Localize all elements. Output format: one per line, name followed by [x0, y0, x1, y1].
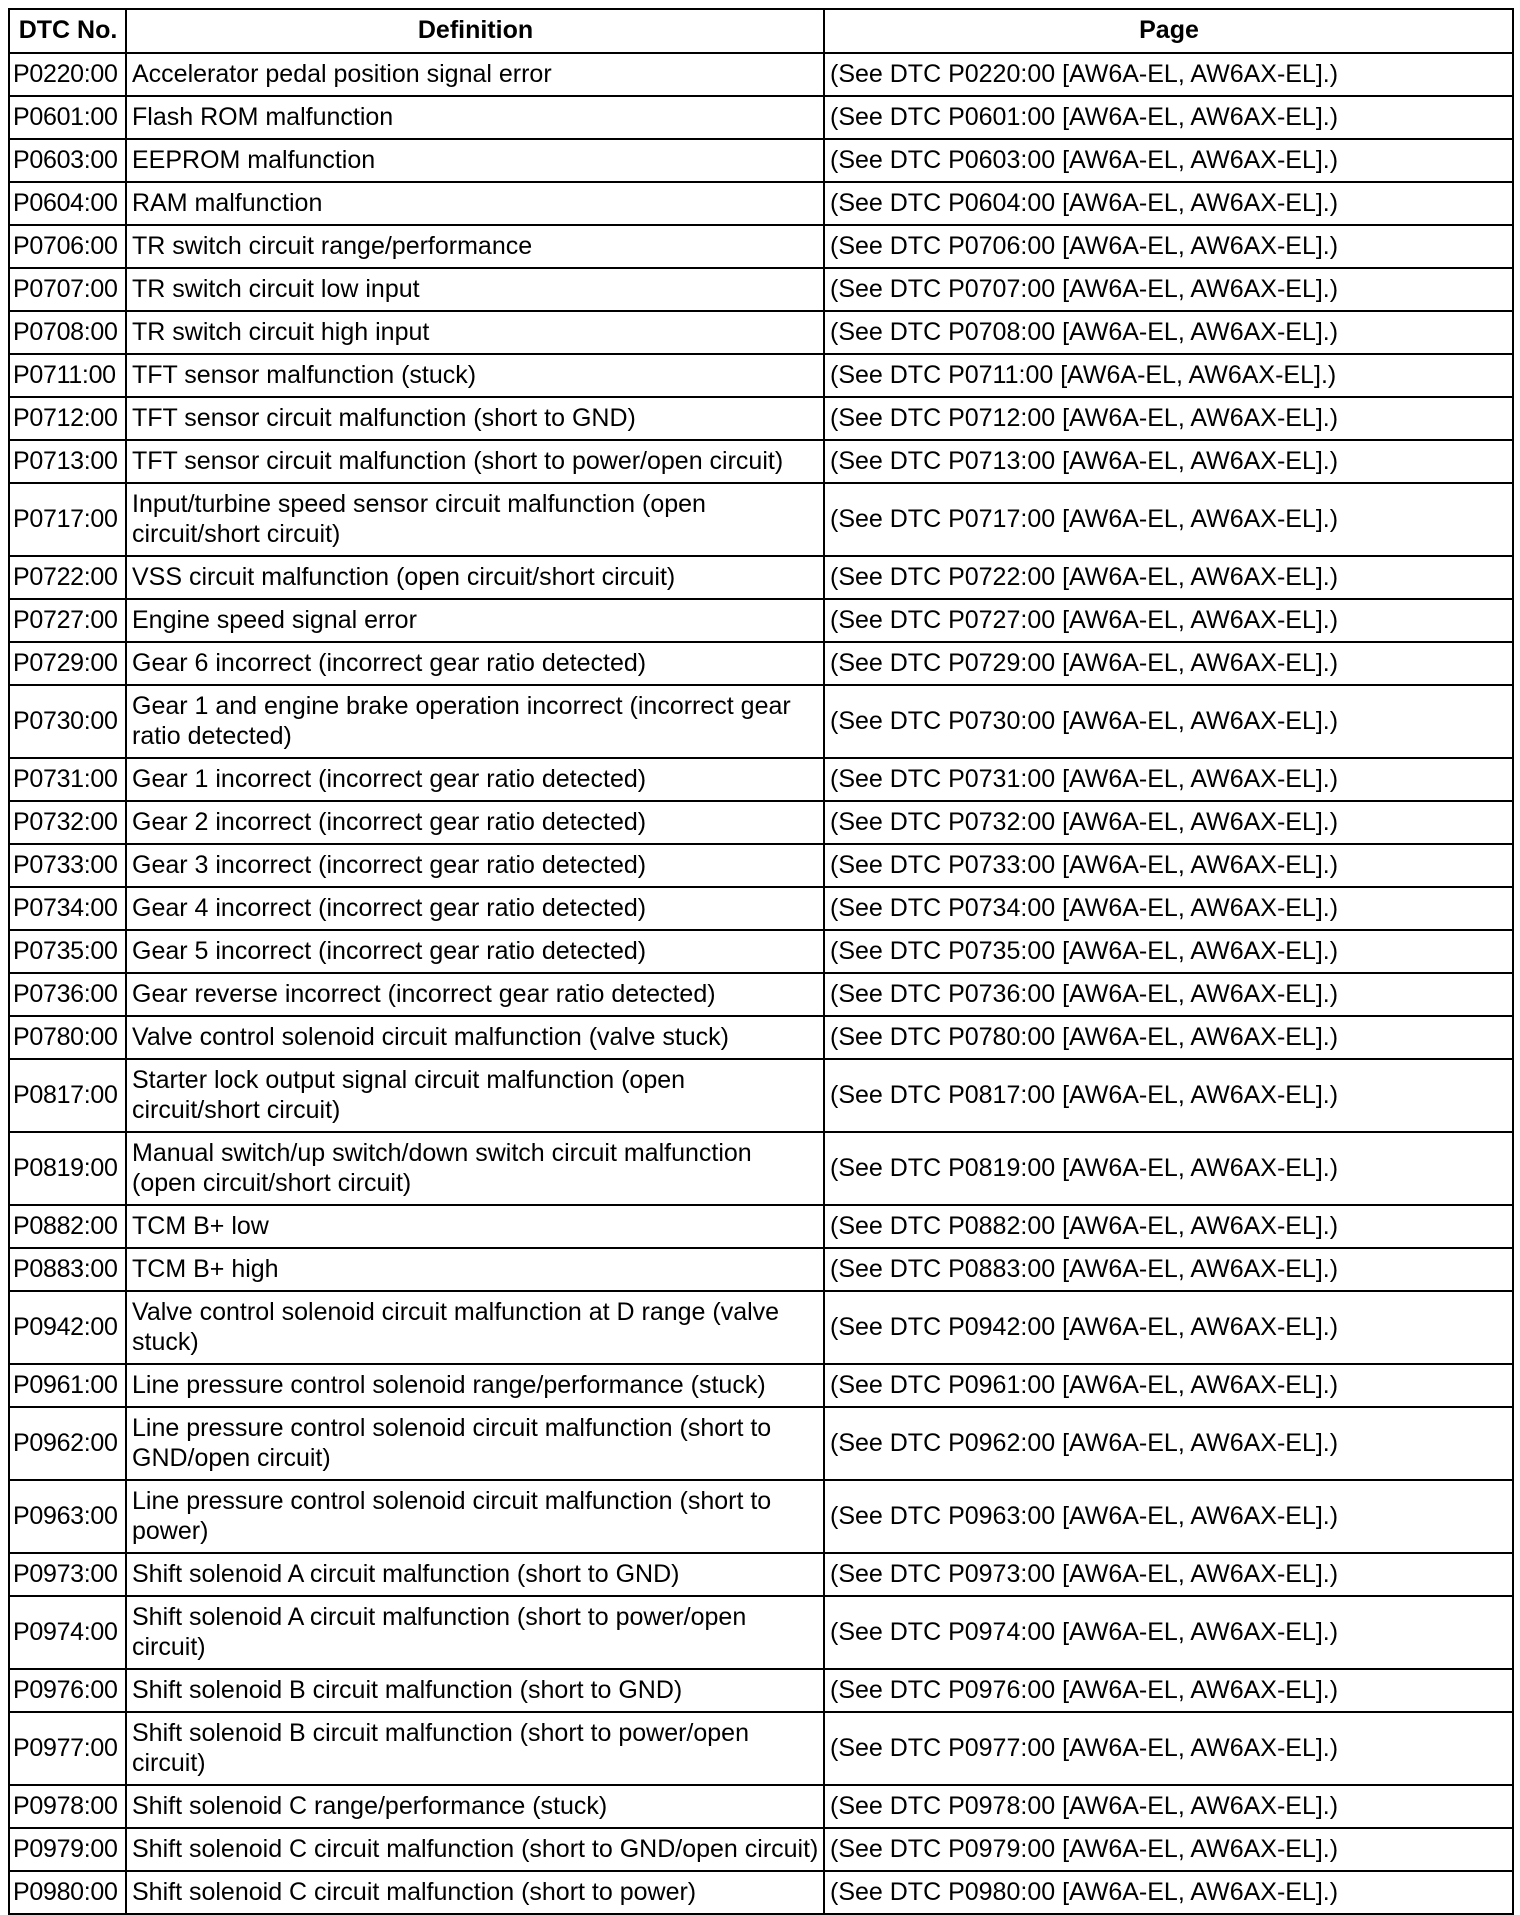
dtc-table: [8, 8, 1514, 1915]
table-body: [9, 53, 1513, 1914]
dtc-code-cell: P0976:00: [9, 1669, 126, 1712]
table-row: [9, 973, 1513, 1016]
definition-cell: Manual switch/up switch/down switch circuit malfunction (open circuit/short circuit): [126, 1132, 824, 1205]
table-row: [9, 182, 1513, 225]
dtc-code-cell: P0722:00: [9, 556, 126, 599]
definition-cell: Shift solenoid B circuit malfunction (short to GND): [126, 1669, 824, 1712]
dtc-code-cell: P0962:00: [9, 1407, 126, 1480]
definition-cell: Line pressure control solenoid circuit malfunction (short to GND/open circuit): [126, 1407, 824, 1480]
table-row: [9, 844, 1513, 887]
dtc-code-cell: P0817:00: [9, 1059, 126, 1132]
page-reference-link[interactable]: (See DTC P0713:00 [AW6A-EL, AW6AX-EL].): [824, 440, 1513, 483]
table-row: [9, 1291, 1513, 1364]
dtc-code-cell: P0961:00: [9, 1364, 126, 1407]
page-reference-link[interactable]: (See DTC P0735:00 [AW6A-EL, AW6AX-EL].): [824, 930, 1513, 973]
definition-cell: VSS circuit malfunction (open circuit/short circuit): [126, 556, 824, 599]
dtc-code-cell: P0713:00: [9, 440, 126, 483]
page-reference-link[interactable]: (See DTC P0976:00 [AW6A-EL, AW6AX-EL].): [824, 1669, 1513, 1712]
dtc-code-cell: P0734:00: [9, 887, 126, 930]
dtc-code-cell: P0736:00: [9, 973, 126, 1016]
header-dtc-no: DTC No.: [9, 9, 126, 53]
page-reference-link[interactable]: (See DTC P0819:00 [AW6A-EL, AW6AX-EL].): [824, 1132, 1513, 1205]
dtc-code-cell: P0707:00: [9, 268, 126, 311]
page-reference-link[interactable]: (See DTC P0733:00 [AW6A-EL, AW6AX-EL].): [824, 844, 1513, 887]
definition-cell: Shift solenoid A circuit malfunction (short to power/open circuit): [126, 1596, 824, 1669]
page-reference-link[interactable]: (See DTC P0780:00 [AW6A-EL, AW6AX-EL].): [824, 1016, 1513, 1059]
page-reference-link[interactable]: (See DTC P0977:00 [AW6A-EL, AW6AX-EL].): [824, 1712, 1513, 1785]
definition-cell: Engine speed signal error: [126, 599, 824, 642]
table-row: [9, 96, 1513, 139]
page-reference-link[interactable]: (See DTC P0736:00 [AW6A-EL, AW6AX-EL].): [824, 973, 1513, 1016]
dtc-code-cell: P0730:00: [9, 685, 126, 758]
definition-cell: EEPROM malfunction: [126, 139, 824, 182]
definition-cell: Input/turbine speed sensor circuit malfunction (open circuit/short circuit): [126, 483, 824, 556]
table-row: [9, 642, 1513, 685]
page-reference-link[interactable]: (See DTC P0731:00 [AW6A-EL, AW6AX-EL].): [824, 758, 1513, 801]
definition-cell: TFT sensor malfunction (stuck): [126, 354, 824, 397]
page-reference-link[interactable]: (See DTC P0220:00 [AW6A-EL, AW6AX-EL].): [824, 53, 1513, 96]
page-reference-link[interactable]: (See DTC P0978:00 [AW6A-EL, AW6AX-EL].): [824, 1785, 1513, 1828]
table-row: [9, 354, 1513, 397]
page-reference-link[interactable]: (See DTC P0817:00 [AW6A-EL, AW6AX-EL].): [824, 1059, 1513, 1132]
definition-cell: Shift solenoid C circuit malfunction (short to GND/open circuit): [126, 1828, 824, 1871]
page-reference-link[interactable]: (See DTC P0601:00 [AW6A-EL, AW6AX-EL].): [824, 96, 1513, 139]
table-row: [9, 1205, 1513, 1248]
table-row: [9, 1785, 1513, 1828]
table-row: [9, 483, 1513, 556]
definition-cell: Shift solenoid C circuit malfunction (short to power): [126, 1871, 824, 1914]
table-row: [9, 930, 1513, 973]
definition-cell: Gear 6 incorrect (incorrect gear ratio detected): [126, 642, 824, 685]
table-row: [9, 1553, 1513, 1596]
page-reference-link[interactable]: (See DTC P0732:00 [AW6A-EL, AW6AX-EL].): [824, 801, 1513, 844]
table-row: [9, 1828, 1513, 1871]
dtc-code-cell: P0712:00: [9, 397, 126, 440]
table-row: [9, 1871, 1513, 1914]
page-reference-link[interactable]: (See DTC P0604:00 [AW6A-EL, AW6AX-EL].): [824, 182, 1513, 225]
dtc-code-cell: P0819:00: [9, 1132, 126, 1205]
definition-cell: Line pressure control solenoid circuit malfunction (short to power): [126, 1480, 824, 1553]
table-row: [9, 1669, 1513, 1712]
definition-cell: Shift solenoid C range/performance (stuck): [126, 1785, 824, 1828]
dtc-code-cell: P0603:00: [9, 139, 126, 182]
definition-cell: Line pressure control solenoid range/performance (stuck): [126, 1364, 824, 1407]
table-row: [9, 1016, 1513, 1059]
page-reference-link[interactable]: (See DTC P0979:00 [AW6A-EL, AW6AX-EL].): [824, 1828, 1513, 1871]
definition-cell: Gear 2 incorrect (incorrect gear ratio detected): [126, 801, 824, 844]
page-reference-link[interactable]: (See DTC P0711:00 [AW6A-EL, AW6AX-EL].): [824, 354, 1513, 397]
page-reference-link[interactable]: (See DTC P0706:00 [AW6A-EL, AW6AX-EL].): [824, 225, 1513, 268]
page-reference-link[interactable]: (See DTC P0722:00 [AW6A-EL, AW6AX-EL].): [824, 556, 1513, 599]
dtc-code-cell: P0711:00: [9, 354, 126, 397]
dtc-code-cell: P0977:00: [9, 1712, 126, 1785]
table-row: [9, 311, 1513, 354]
definition-cell: Gear reverse incorrect (incorrect gear ratio detected): [126, 973, 824, 1016]
table-row: [9, 139, 1513, 182]
table-row: [9, 225, 1513, 268]
dtc-code-cell: P0963:00: [9, 1480, 126, 1553]
definition-cell: TR switch circuit range/performance: [126, 225, 824, 268]
dtc-code-cell: P0735:00: [9, 930, 126, 973]
table-row: [9, 397, 1513, 440]
page-reference-link[interactable]: (See DTC P0942:00 [AW6A-EL, AW6AX-EL].): [824, 1291, 1513, 1364]
page-reference-link[interactable]: (See DTC P0980:00 [AW6A-EL, AW6AX-EL].): [824, 1871, 1513, 1914]
page-reference-link[interactable]: (See DTC P0973:00 [AW6A-EL, AW6AX-EL].): [824, 1553, 1513, 1596]
page-reference-link[interactable]: (See DTC P0603:00 [AW6A-EL, AW6AX-EL].): [824, 139, 1513, 182]
definition-cell: Gear 1 and engine brake operation incorrect (incorrect gear ratio detected): [126, 685, 824, 758]
page-reference-link[interactable]: (See DTC P0882:00 [AW6A-EL, AW6AX-EL].): [824, 1205, 1513, 1248]
page-reference-link[interactable]: (See DTC P0727:00 [AW6A-EL, AW6AX-EL].): [824, 599, 1513, 642]
dtc-code-cell: P0979:00: [9, 1828, 126, 1871]
page-reference-link[interactable]: (See DTC P0963:00 [AW6A-EL, AW6AX-EL].): [824, 1480, 1513, 1553]
table-row: [9, 1596, 1513, 1669]
page-reference-link[interactable]: (See DTC P0961:00 [AW6A-EL, AW6AX-EL].): [824, 1364, 1513, 1407]
table-row: [9, 758, 1513, 801]
dtc-code-cell: P0220:00: [9, 53, 126, 96]
dtc-table-container: [8, 8, 1512, 1915]
table-row: [9, 556, 1513, 599]
table-row: [9, 1059, 1513, 1132]
page-reference-link[interactable]: (See DTC P0962:00 [AW6A-EL, AW6AX-EL].): [824, 1407, 1513, 1480]
dtc-code-cell: P0706:00: [9, 225, 126, 268]
definition-cell: RAM malfunction: [126, 182, 824, 225]
table-row: [9, 268, 1513, 311]
definition-cell: Gear 3 incorrect (incorrect gear ratio detected): [126, 844, 824, 887]
definition-cell: Flash ROM malfunction: [126, 96, 824, 139]
table-row: [9, 1712, 1513, 1785]
table-row: [9, 887, 1513, 930]
dtc-code-cell: P0708:00: [9, 311, 126, 354]
table-row: [9, 1248, 1513, 1291]
dtc-code-cell: P0727:00: [9, 599, 126, 642]
dtc-code-cell: P0973:00: [9, 1553, 126, 1596]
dtc-code-cell: P0729:00: [9, 642, 126, 685]
dtc-code-cell: P0883:00: [9, 1248, 126, 1291]
definition-cell: Gear 5 incorrect (incorrect gear ratio detected): [126, 930, 824, 973]
table-header-row: [9, 9, 1513, 53]
dtc-code-cell: P0882:00: [9, 1205, 126, 1248]
dtc-code-cell: P0978:00: [9, 1785, 126, 1828]
dtc-code-cell: P0732:00: [9, 801, 126, 844]
table-row: [9, 1132, 1513, 1205]
table-row: [9, 1364, 1513, 1407]
page-reference-link[interactable]: (See DTC P0717:00 [AW6A-EL, AW6AX-EL].): [824, 483, 1513, 556]
dtc-code-cell: P0601:00: [9, 96, 126, 139]
definition-cell: TCM B+ high: [126, 1248, 824, 1291]
definition-cell: Shift solenoid A circuit malfunction (short to GND): [126, 1553, 824, 1596]
table-row: [9, 1480, 1513, 1553]
definition-cell: Gear 4 incorrect (incorrect gear ratio detected): [126, 887, 824, 930]
page-reference-link[interactable]: (See DTC P0729:00 [AW6A-EL, AW6AX-EL].): [824, 642, 1513, 685]
table-row: [9, 53, 1513, 96]
definition-cell: Starter lock output signal circuit malfunction (open circuit/short circuit): [126, 1059, 824, 1132]
definition-cell: TR switch circuit high input: [126, 311, 824, 354]
page-reference-link[interactable]: (See DTC P0712:00 [AW6A-EL, AW6AX-EL].): [824, 397, 1513, 440]
page-reference-link[interactable]: (See DTC P0734:00 [AW6A-EL, AW6AX-EL].): [824, 887, 1513, 930]
dtc-code-cell: P0780:00: [9, 1016, 126, 1059]
definition-cell: Valve control solenoid circuit malfunction (valve stuck): [126, 1016, 824, 1059]
definition-cell: TFT sensor circuit malfunction (short to GND): [126, 397, 824, 440]
dtc-code-cell: P0717:00: [9, 483, 126, 556]
page-reference-link[interactable]: (See DTC P0730:00 [AW6A-EL, AW6AX-EL].): [824, 685, 1513, 758]
definition-cell: Valve control solenoid circuit malfunction at D range (valve stuck): [126, 1291, 824, 1364]
definition-cell: TCM B+ low: [126, 1205, 824, 1248]
dtc-code-cell: P0604:00: [9, 182, 126, 225]
definition-cell: TFT sensor circuit malfunction (short to power/open circuit): [126, 440, 824, 483]
dtc-code-cell: P0980:00: [9, 1871, 126, 1914]
definition-cell: TR switch circuit low input: [126, 268, 824, 311]
dtc-code-cell: P0974:00: [9, 1596, 126, 1669]
definition-cell: Accelerator pedal position signal error: [126, 53, 824, 96]
dtc-code-cell: P0733:00: [9, 844, 126, 887]
page-reference-link[interactable]: (See DTC P0974:00 [AW6A-EL, AW6AX-EL].): [824, 1596, 1513, 1669]
page-reference-link[interactable]: (See DTC P0708:00 [AW6A-EL, AW6AX-EL].): [824, 311, 1513, 354]
table-row: [9, 801, 1513, 844]
header-definition: Definition: [126, 9, 824, 53]
page-reference-link[interactable]: (See DTC P0883:00 [AW6A-EL, AW6AX-EL].): [824, 1248, 1513, 1291]
page-reference-link[interactable]: (See DTC P0707:00 [AW6A-EL, AW6AX-EL].): [824, 268, 1513, 311]
dtc-code-cell: P0942:00: [9, 1291, 126, 1364]
definition-cell: Gear 1 incorrect (incorrect gear ratio detected): [126, 758, 824, 801]
table-row: [9, 685, 1513, 758]
dtc-code-cell: P0731:00: [9, 758, 126, 801]
table-row: [9, 1407, 1513, 1480]
table-row: [9, 440, 1513, 483]
header-page: Page: [824, 9, 1513, 53]
table-row: [9, 599, 1513, 642]
definition-cell: Shift solenoid B circuit malfunction (short to power/open circuit): [126, 1712, 824, 1785]
